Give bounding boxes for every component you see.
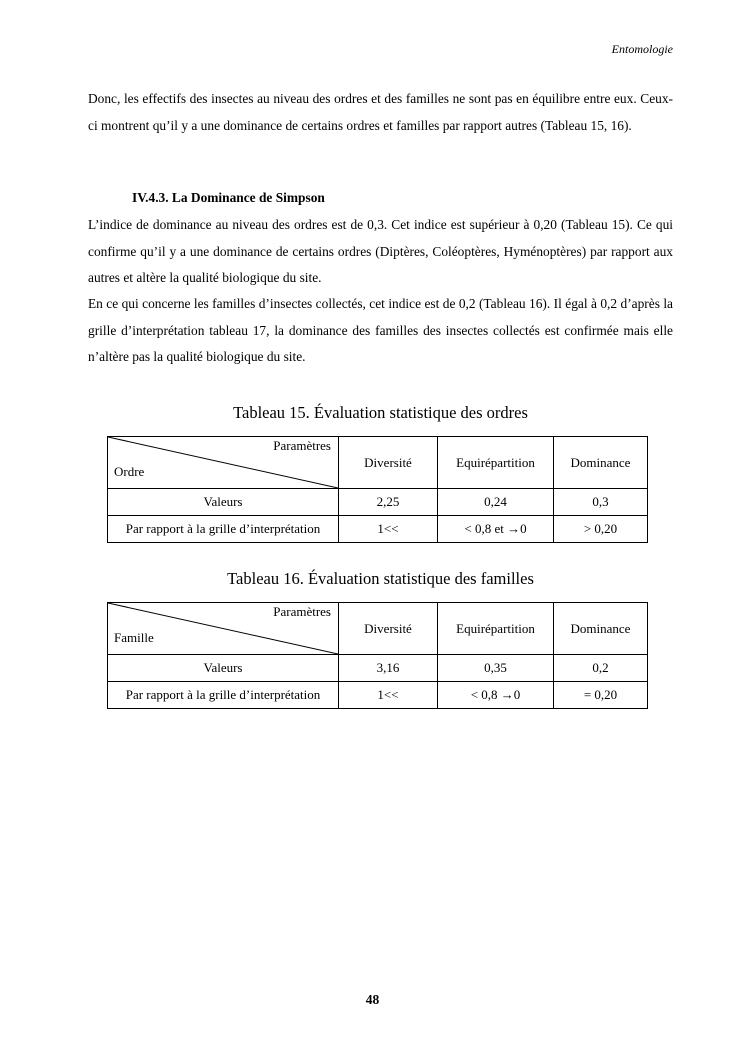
- section-heading: IV.4.3. La Dominance de Simpson: [132, 190, 325, 205]
- row-label-valeurs: Valeurs: [108, 655, 339, 682]
- row-label-valeurs: Valeurs: [108, 489, 339, 516]
- value-diversite: 3,16: [339, 655, 438, 682]
- table-row: [108, 516, 648, 543]
- header-diversite: Diversité: [339, 603, 438, 655]
- page-number: 48: [365, 992, 380, 1007]
- section-paragraph-1: L’indice de dominance au niveau des ordres est de 0,3. Cet indice est supérieur à 0,20 (Tableau 15). Ce qui confirme qu’il y a une dominance de certains ordres (Diptères, Coléoptères, Hyménoptères) par rapport aux autres et altère la qualité biologique du site.: [88, 217, 673, 285]
- value-dominance: 0,2: [554, 655, 648, 682]
- row-label-grille: Par rapport à la grille d’interprétation: [108, 682, 339, 709]
- running-header: Entomologie: [611, 42, 673, 56]
- grid-dominance: = 0,20: [554, 682, 648, 709]
- table16: [107, 602, 648, 709]
- grid-diversite: 1<<: [339, 516, 438, 543]
- table-row: [108, 682, 648, 709]
- grid-equirepartition: < 0,8 et →0: [438, 516, 554, 543]
- section-paragraph-2: En ce qui concerne les familles d’insectes collectés, cet indice est de 0,2 (Tableau 16). Il égal à 0,2 d’après la grille d’interprétation tableau 17, la dominance des familles des insectes collectés est confirmée mais elle n’altère pas la qualité biologique du site.: [88, 296, 673, 364]
- corner-top-label: Paramètres: [273, 438, 331, 453]
- table-header-row: [108, 437, 648, 489]
- header-equirepartition: Equirépartition: [438, 603, 554, 655]
- table15-caption: Tableau 15. Évaluation statistique des ordres: [233, 403, 528, 422]
- grid-diversite: 1<<: [339, 682, 438, 709]
- header-dominance: Dominance: [554, 437, 648, 489]
- corner-top-label: Paramètres: [273, 604, 331, 619]
- table15: [107, 436, 648, 543]
- table-row: [108, 655, 648, 682]
- header-diversite: Diversité: [339, 437, 438, 489]
- table15-corner-cell: [108, 437, 339, 489]
- grid-dominance: > 0,20: [554, 516, 648, 543]
- value-equirepartition: 0,24: [438, 489, 554, 516]
- header-dominance: Dominance: [554, 603, 648, 655]
- table16-caption: Tableau 16. Évaluation statistique des familles: [227, 569, 534, 588]
- corner-bottom-label: Famille: [114, 630, 154, 645]
- table-row: [108, 489, 648, 516]
- table16-corner-cell: [108, 603, 339, 655]
- corner-bottom-label: Ordre: [114, 464, 145, 479]
- header-equirepartition: Equirépartition: [438, 437, 554, 489]
- row-label-grille: Par rapport à la grille d’interprétation: [108, 516, 339, 543]
- value-equirepartition: 0,35: [438, 655, 554, 682]
- grid-equirepartition: < 0,8 →0: [438, 682, 554, 709]
- table-header-row: [108, 603, 648, 655]
- value-diversite: 2,25: [339, 489, 438, 516]
- value-dominance: 0,3: [554, 489, 648, 516]
- intro-paragraph: Donc, les effectifs des insectes au niveau des ordres et des familles ne sont pas en équilibre entre eux. Ceux-ci montrent qu’il y a une dominance de certains ordres et familles par rapport autres (Tableau 15, 16).: [88, 91, 673, 133]
